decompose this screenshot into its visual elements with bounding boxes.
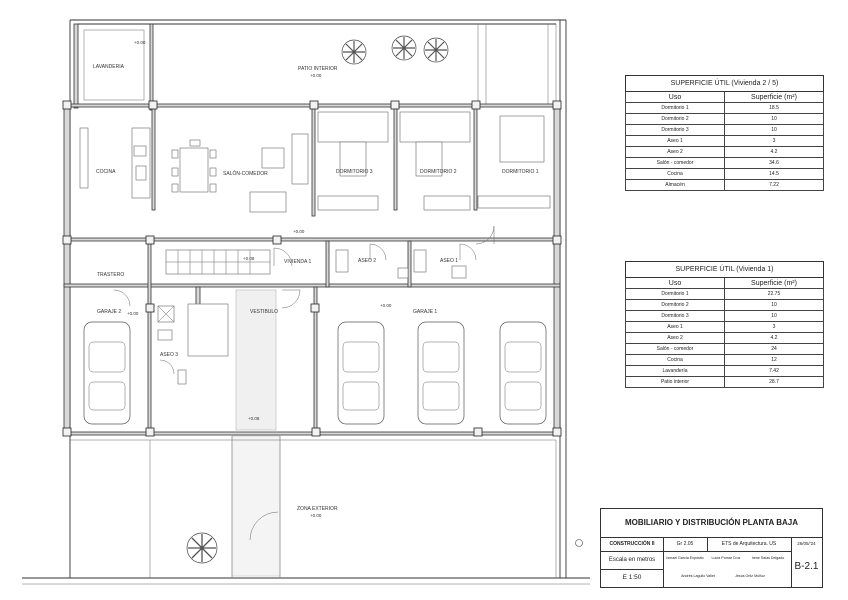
table-row xyxy=(626,311,824,322)
table-row xyxy=(626,169,824,180)
room-label-aseo3: ASEO 3 xyxy=(160,352,179,358)
room-label-lavanderia: LAVANDERIA xyxy=(93,64,124,70)
cell-use: Dormitorio 2 xyxy=(626,300,725,311)
cell-area: 34.6 xyxy=(725,158,824,169)
column-header-use: Uso xyxy=(626,92,725,103)
cell-use: Lavandería xyxy=(626,366,725,377)
title-block xyxy=(600,508,823,588)
cell-use: Dormitorio 3 xyxy=(626,125,725,136)
table-title: SUPERFICIE ÚTIL (Vivienda 1) xyxy=(626,262,824,278)
room-label-trastero: TRASTERO xyxy=(97,272,125,278)
cell-area: 10 xyxy=(725,300,824,311)
table-title: SUPERFICIE ÚTIL (Vivienda 2 / 5) xyxy=(626,76,824,92)
room-label-aseo2: ASEO 2 xyxy=(358,258,377,264)
level-garaje1: +0.00 xyxy=(380,303,392,308)
cell-use: Cocina xyxy=(626,169,725,180)
room-label-patio: PATIO INTERIOR xyxy=(298,66,338,72)
cell-use: Salón - comedor xyxy=(626,344,725,355)
area-table-vivienda-1 xyxy=(625,261,824,388)
cell-area: 3 xyxy=(725,322,824,333)
room-label-garaje2: GARAJE 2 xyxy=(97,309,122,315)
cell-area: 4.2 xyxy=(725,147,824,158)
cell-use: Dormitorio 3 xyxy=(626,311,725,322)
cell-area: 10 xyxy=(725,311,824,322)
table-row xyxy=(626,322,824,333)
cell-use: Aseo 1 xyxy=(626,136,725,147)
room-label-garaje1: GARAJE 1 xyxy=(413,309,438,315)
cell-use: Salón - comedor xyxy=(626,158,725,169)
level-exterior: +0.00 xyxy=(310,513,322,518)
table-row xyxy=(626,300,824,311)
sheet-number: B-2.1 xyxy=(794,561,819,572)
level-garaje2: +0.00 xyxy=(127,311,139,316)
room-label-cocina: COCINA xyxy=(96,169,116,175)
cell-area: 4.2 xyxy=(725,333,824,344)
cell-area: 12 xyxy=(725,355,824,366)
area-table-vivienda-2-5 xyxy=(625,75,824,191)
drawing-date: 26/05/'24 xyxy=(797,541,816,546)
room-label-aseo1: ASEO 1 xyxy=(440,258,459,264)
column-header-use: Uso xyxy=(626,278,725,289)
author-4: Andrés Lagullo Vallet xyxy=(681,574,715,578)
author-3: Irene Salas Delgado xyxy=(751,556,785,560)
group-id: Gr 2.05 xyxy=(676,541,694,547)
cell-area: 22.75 xyxy=(725,289,824,300)
table-row xyxy=(626,355,824,366)
cell-use: Cocina xyxy=(626,355,725,366)
cell-use: Dormitorio 1 xyxy=(626,289,725,300)
scale-label: Escala en metros xyxy=(608,557,656,563)
drawing-scale: E 1:50 xyxy=(622,574,642,581)
level-patio: +0.00 xyxy=(310,73,322,78)
room-label-dormitorio1: DORMITORIO 1 xyxy=(502,169,539,175)
room-label-salon: SALÓN-COMEDOR xyxy=(223,171,268,177)
table-row xyxy=(626,147,824,158)
stairs xyxy=(166,250,270,274)
elevator xyxy=(158,304,228,384)
room-label-vivienda1: VIVIENDA 1 xyxy=(284,259,312,265)
cell-use: Dormitorio 2 xyxy=(626,114,725,125)
school-name: ETS de Arquitectura. US xyxy=(721,541,777,547)
cell-area: 28.7 xyxy=(725,377,824,388)
cell-use: Aseo 2 xyxy=(626,147,725,158)
cell-area: 24 xyxy=(725,344,824,355)
cell-area: 10 xyxy=(725,125,824,136)
cell-area: 3 xyxy=(725,136,824,147)
table-row xyxy=(626,136,824,147)
drawing-title: MOBILIARIO Y DISTRIBUCIÓN PLANTA BAJA xyxy=(624,518,799,527)
author-5: Jesús Ortiz Muñoz xyxy=(735,574,765,578)
table-row xyxy=(626,180,824,191)
room-label-zona-exterior: ZONA EXTERIOR xyxy=(297,506,338,512)
table-row xyxy=(626,377,824,388)
cell-use: Almacén xyxy=(626,180,725,191)
level-lavanderia: +0.00 xyxy=(134,40,146,45)
bath-fixtures xyxy=(336,250,466,278)
cell-area: 14.5 xyxy=(725,169,824,180)
cell-area: 10 xyxy=(725,114,824,125)
column-header-area: Superficie (m²) xyxy=(725,92,824,103)
author-2: Lucía Pomar Cruz xyxy=(711,556,741,560)
course-name: CONSTRUCCIÓN II xyxy=(609,541,655,547)
room-label-dormitorio2: DORMITORIO 2 xyxy=(420,169,457,175)
cell-use: Aseo 2 xyxy=(626,333,725,344)
table-row xyxy=(626,333,824,344)
table-row xyxy=(626,344,824,355)
cell-use: Aseo 1 xyxy=(626,322,725,333)
cell-area: 18.5 xyxy=(725,103,824,114)
table-row xyxy=(626,125,824,136)
table-row xyxy=(626,103,824,114)
room-label-vestibulo: VESTIBULO xyxy=(250,309,279,315)
table-row xyxy=(626,114,824,125)
cell-area: 7.22 xyxy=(725,180,824,191)
column-header-area: Superficie (m²) xyxy=(725,278,824,289)
table-row xyxy=(626,158,824,169)
cell-area: 7.42 xyxy=(725,366,824,377)
level-vestibulo: +0.08 xyxy=(248,416,260,421)
cell-use: Patio interior xyxy=(626,377,725,388)
table-row xyxy=(626,289,824,300)
level-stair: +0.08 xyxy=(243,256,255,261)
table-row xyxy=(626,366,824,377)
author-1: Ismael García Expósito xyxy=(666,556,704,560)
cell-use: Dormitorio 1 xyxy=(626,103,725,114)
level-hall: +0.00 xyxy=(293,229,305,234)
room-label-dormitorio3: DORMITORIO 3 xyxy=(336,169,373,175)
